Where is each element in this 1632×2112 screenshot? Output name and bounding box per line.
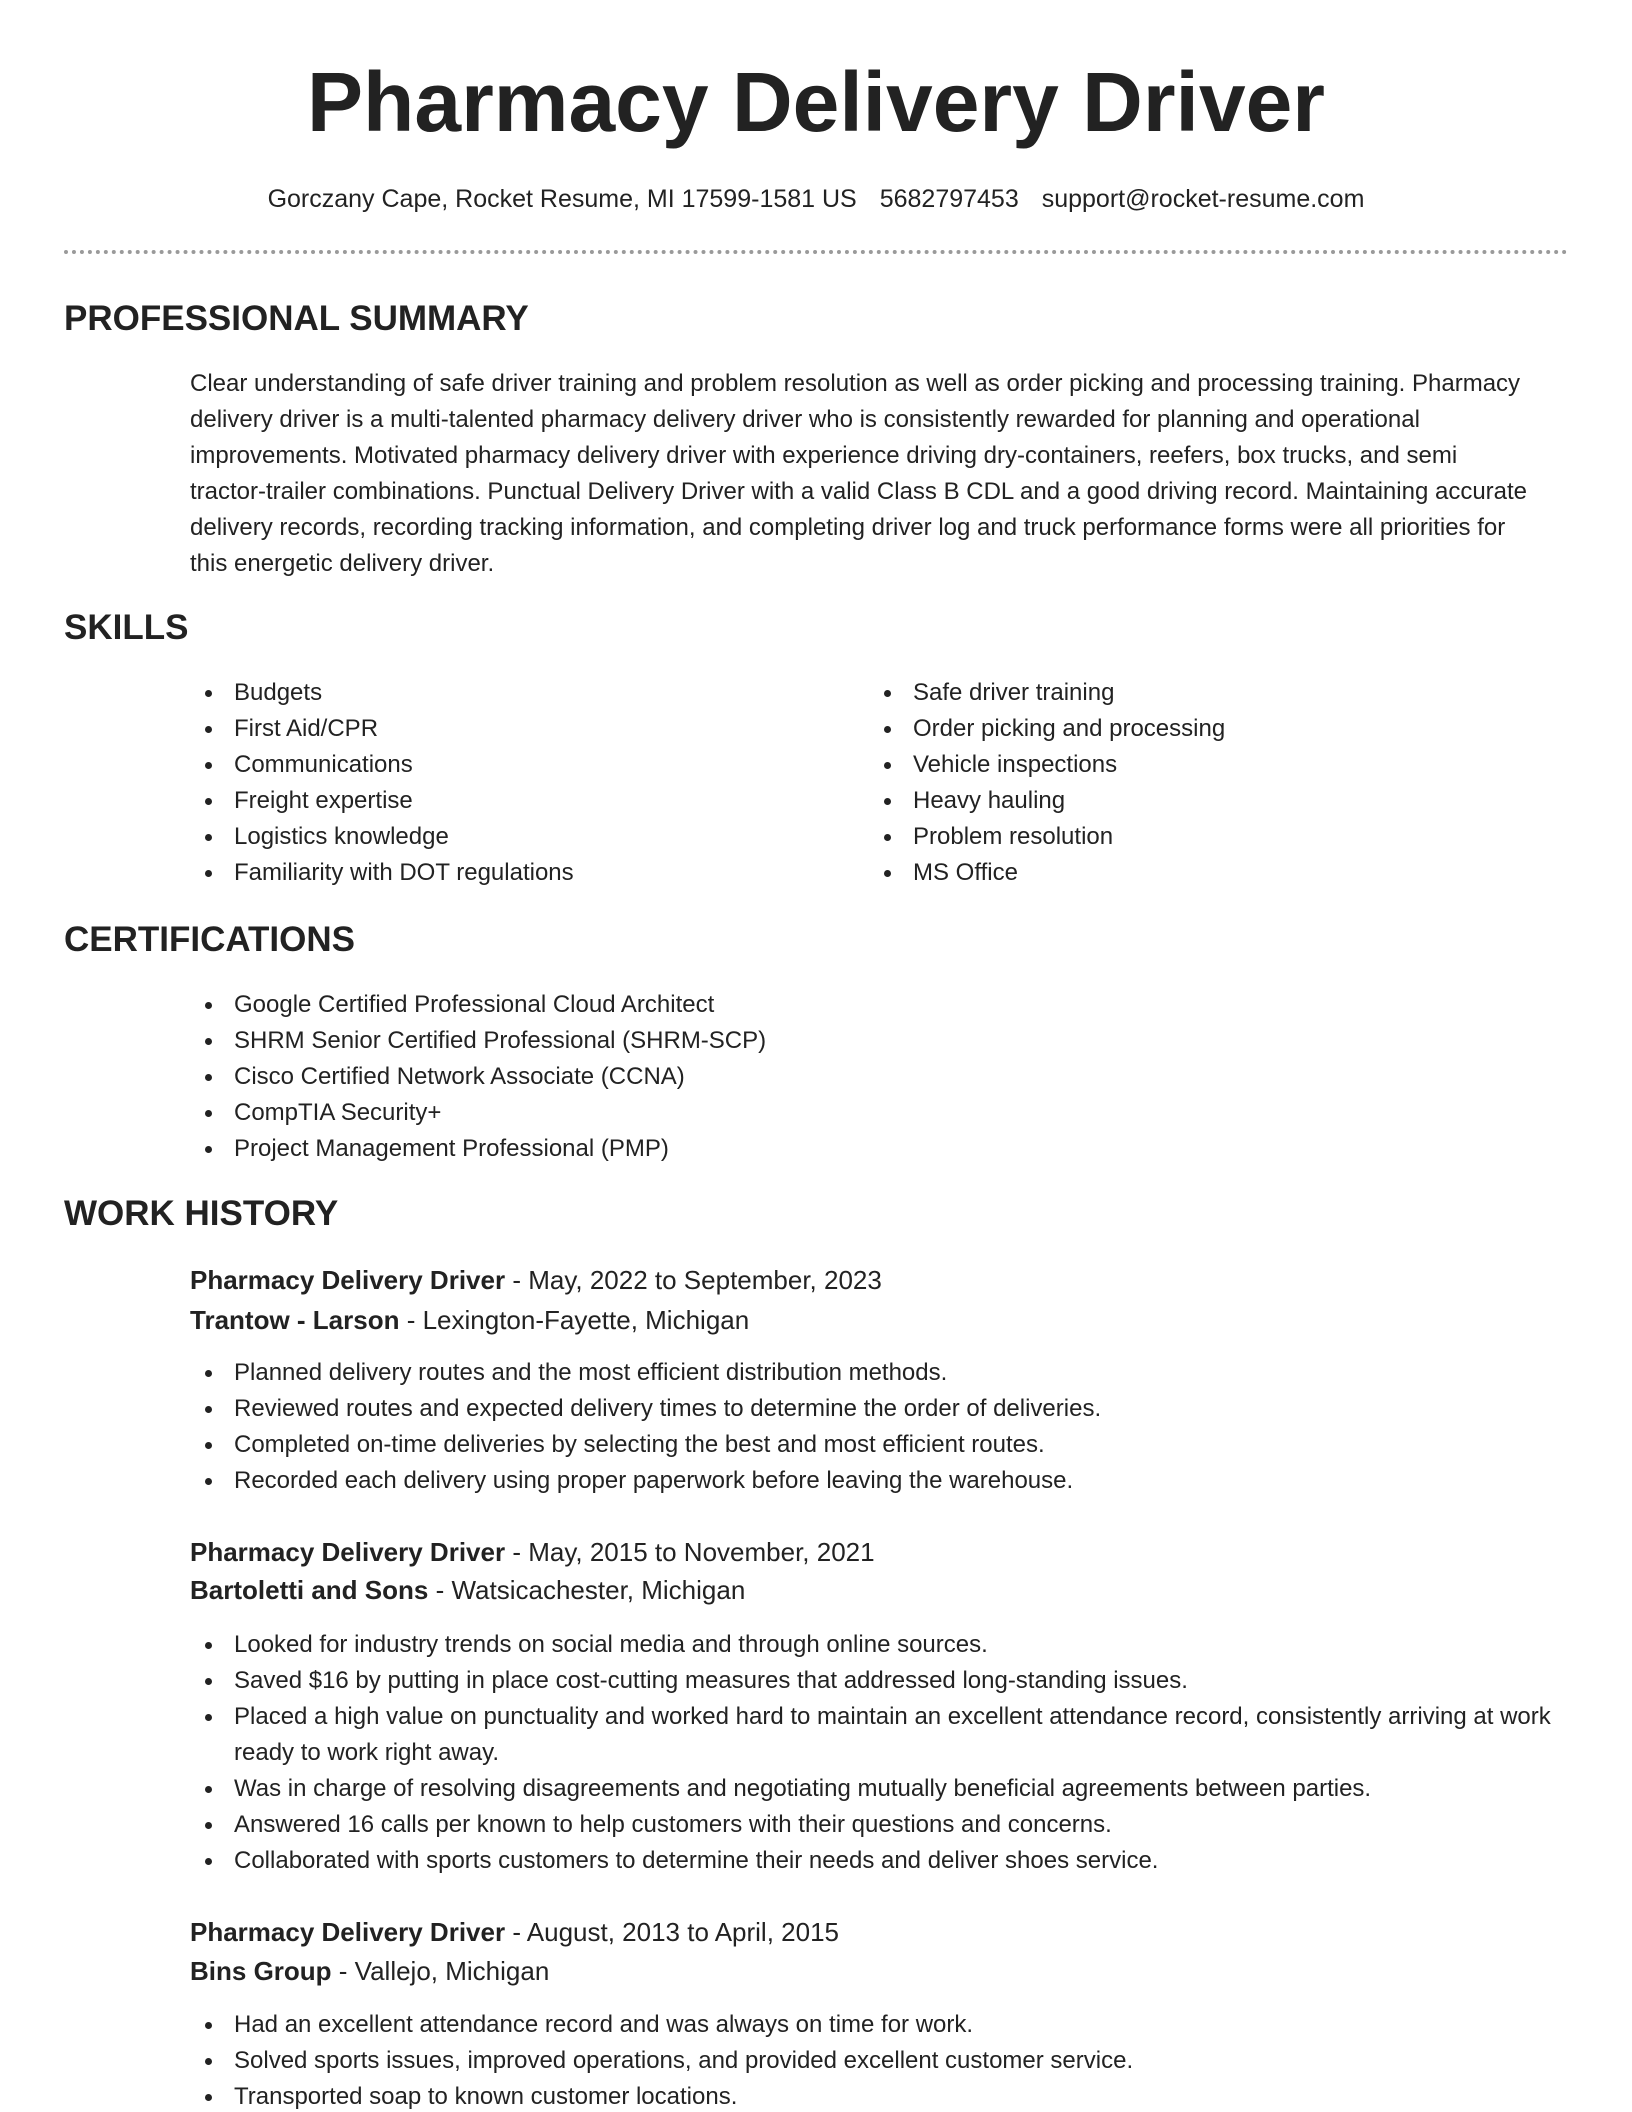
- job-bullets: [190, 2007, 1560, 2112]
- header-divider: [64, 250, 1568, 254]
- skill-item: Problem resolution: [869, 819, 1509, 855]
- job-title-line: [190, 1913, 1540, 1951]
- job-company: Bins Group: [190, 1956, 332, 1986]
- job-company: Trantow - Larson: [190, 1305, 400, 1335]
- skill-item: Vehicle inspections: [869, 747, 1509, 783]
- certification-item: Cisco Certified Network Associate (CCNA): [190, 1059, 1490, 1095]
- work-history-heading: WORK HISTORY: [64, 1194, 339, 1233]
- skill-item: Safe driver training: [869, 675, 1509, 711]
- job-bullet: Placed a high value on punctuality and worked hard to maintain an excellent attendance record, consistently arriving at work ready to work right away.: [190, 1699, 1560, 1771]
- job-bullet: Looked for industry trends on social media and through online sources.: [190, 1627, 1560, 1663]
- skill-item: Freight expertise: [190, 783, 830, 819]
- certifications-heading: CERTIFICATIONS: [64, 920, 356, 959]
- job-bullet: Was in charge of resolving disagreements and negotiating mutually beneficial agreements between parties.: [190, 1771, 1560, 1807]
- job-bullet: Reviewed routes and expected delivery times to determine the order of deliveries.: [190, 1391, 1560, 1427]
- job-title-line: [190, 1533, 1540, 1571]
- candidate-name: Pharmacy Delivery Driver: [307, 55, 1325, 149]
- certifications-list: [190, 987, 1490, 1167]
- job-role: Pharmacy Delivery Driver: [190, 1265, 506, 1295]
- skill-item: Logistics knowledge: [190, 819, 830, 855]
- skills-list-right: [869, 675, 1509, 891]
- job-bullet: Saved $16 by putting in place cost-cutting measures that addressed long-standing issues.: [190, 1663, 1560, 1699]
- job-dates: - May, 2022 to September, 2023: [505, 1265, 882, 1295]
- job-dates: - August, 2013 to April, 2015: [505, 1917, 839, 1947]
- contact-line: [0, 182, 1632, 216]
- job-role: Pharmacy Delivery Driver: [190, 1917, 506, 1947]
- skill-item: Heavy hauling: [869, 783, 1509, 819]
- job-bullets: [190, 1627, 1560, 1879]
- job-bullet: Had an excellent attendance record and was always on time for work.: [190, 2007, 1560, 2043]
- job-dates: - May, 2015 to November, 2021: [505, 1537, 875, 1567]
- certification-item: CompTIA Security+: [190, 1095, 1490, 1131]
- contact-address: Gorczany Cape, Rocket Resume, MI 17599-1581 US: [267, 185, 857, 213]
- skills-heading: SKILLS: [64, 608, 189, 647]
- job-bullet: Planned delivery routes and the most efficient distribution methods.: [190, 1355, 1560, 1391]
- contact-phone: 5682797453: [879, 185, 1019, 213]
- skill-item: Budgets: [190, 675, 830, 711]
- job-bullet: Answered 16 calls per known to help customers with their questions and concerns.: [190, 1807, 1560, 1843]
- job-bullet: Solved sports issues, improved operations, and provided excellent customer service.: [190, 2043, 1560, 2079]
- summary-text: Clear understanding of safe driver training and problem resolution as well as order picking and processing training. Pharmacy delivery driver is a multi-talented pharmacy delivery driver who is consistently rewarded for planning and operational improvements. Motivated pharmacy delivery driver with experience driving dry-containers, reefers, box trucks, and semi tractor-trailer combinations. Punctual Delivery Driver with a valid Class B CDL and a good driving record. Maintaining accurate delivery records, recording tracking information, and completing driver log and truck performance forms were all priorities for this energetic delivery driver.: [190, 370, 1528, 577]
- job-bullet: Collaborated with sports customers to determine their needs and deliver shoes service.: [190, 1843, 1560, 1879]
- job-bullet: Completed on-time deliveries by selecting the best and most efficient routes.: [190, 1427, 1560, 1463]
- job-company: Bartoletti and Sons: [190, 1575, 429, 1605]
- certification-item: Google Certified Professional Cloud Architect: [190, 987, 1490, 1023]
- job-company-line: [190, 1301, 1540, 1339]
- job-location: - Vallejo, Michigan: [331, 1956, 550, 1986]
- contact-email: support@rocket-resume.com: [1041, 185, 1365, 213]
- job-location: - Lexington-Fayette, Michigan: [399, 1305, 750, 1335]
- skill-item: Familiarity with DOT regulations: [190, 855, 830, 891]
- job-location: - Watsicachester, Michigan: [428, 1575, 746, 1605]
- skills-list-left: [190, 675, 830, 891]
- skill-item: First Aid/CPR: [190, 711, 830, 747]
- summary-heading: PROFESSIONAL SUMMARY: [64, 299, 529, 338]
- skill-item: Order picking and processing: [869, 711, 1509, 747]
- job-title-line: [190, 1261, 1540, 1299]
- job-company-line: [190, 1952, 1540, 1990]
- job-bullets: [190, 1355, 1560, 1499]
- job-bullet: Recorded each delivery using proper paperwork before leaving the warehouse.: [190, 1463, 1560, 1499]
- job-company-line: [190, 1571, 1540, 1609]
- job-role: Pharmacy Delivery Driver: [190, 1537, 506, 1567]
- job-bullet: Transported soap to known customer locations.: [190, 2079, 1560, 2112]
- skill-item: Communications: [190, 747, 830, 783]
- certification-item: Project Management Professional (PMP): [190, 1131, 1490, 1167]
- skill-item: MS Office: [869, 855, 1509, 891]
- certification-item: SHRM Senior Certified Professional (SHRM-SCP): [190, 1023, 1490, 1059]
